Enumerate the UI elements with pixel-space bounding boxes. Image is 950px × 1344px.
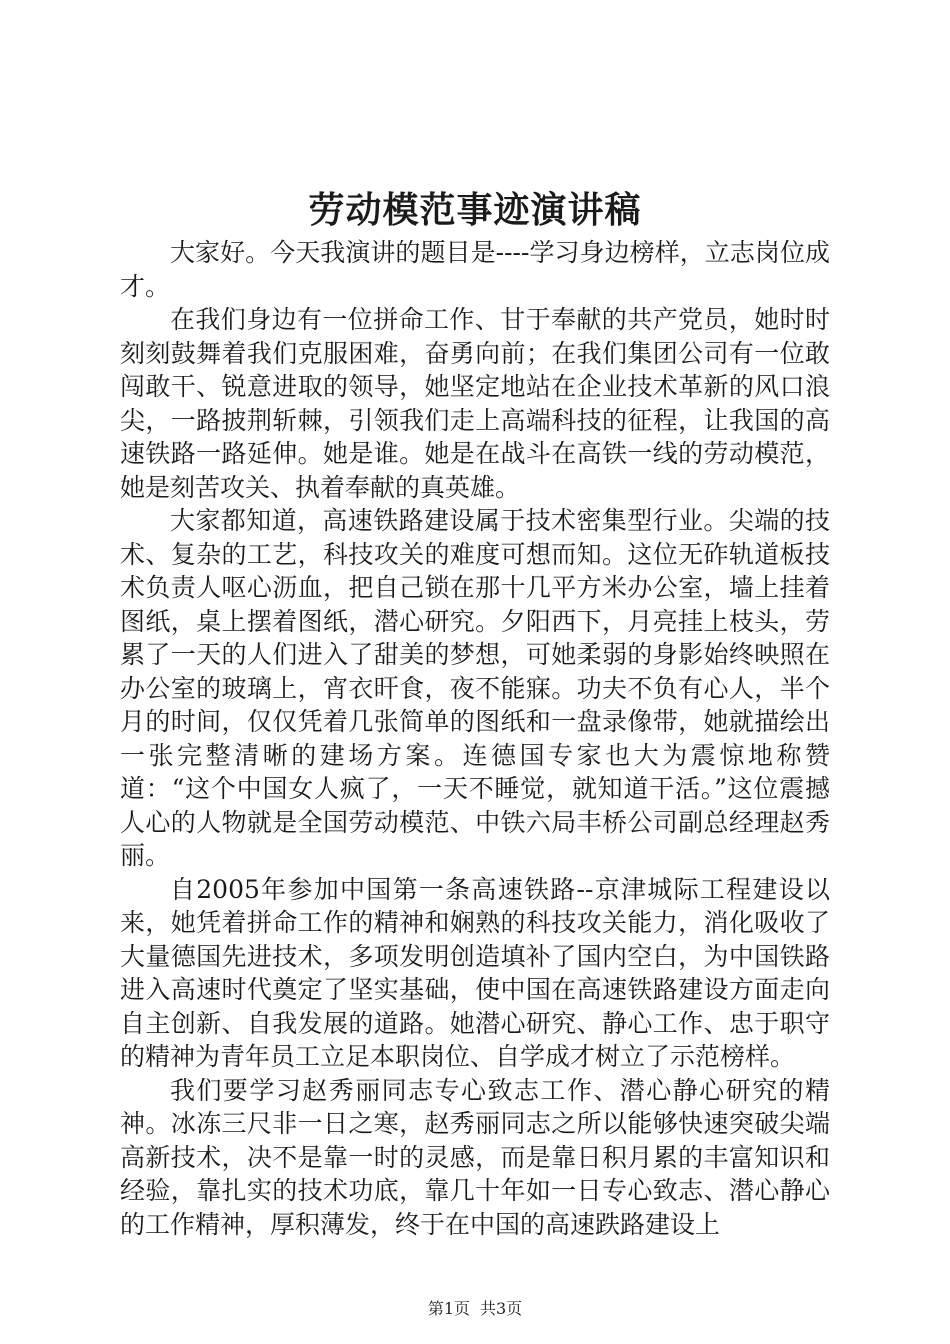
paragraph: 自2005年参加中国第一条高速铁路--京津城际工程建设以来，她凭着拼命工作的精神和娴熟的科技攻关能力，消化吸收了大量德国先进技术，多项发明创造填补了国内空白，为中国铁路进入高速时代奠定了坚实基础，使中国在高速铁路建设方面走向自主创新、自我发展的道路。她潜心研究、静心工作、忠于职守的精神为青年员工立足本职岗位、自学成才树立了示范榜样。: [120, 874, 830, 1071]
page-number: 第1页: [427, 1299, 470, 1318]
paragraph: 大家都知道，高速铁路建设属于技术密集型行业。尖端的技术、复杂的工艺，科技攻关的难度可想而知。这位无砟轨道板技术负责人呕心沥血，把自己锁在那十几平方米办公室，墙上挂着图纸，桌上摆着图纸，潜心研究。夕阳西下，月亮挂上枝头，劳累了一天的人们进入了甜美的梦想，可她柔弱的身影始终映照在办公室的玻璃上，宵衣旰食，夜不能寐。功夫不负有心人，半个月的时间，仅仅凭着几张简单的图纸和一盘录像带，她就描绘出一张完整清晰的建场方案。连德国专家也大为震惊地称赞道：“这个中国女人疯了，一天不睡觉，就知道干活。”这位震撼人心的人物就是全国劳动模范、中铁六局丰桥公司副总经理赵秀丽。: [120, 506, 830, 870]
document-body: [120, 236, 830, 1241]
document-title: 劳动模范事迹演讲稿: [308, 189, 642, 231]
paragraph: 大家好。今天我演讲的题目是----学习身边榜样，立志岗位成才。: [120, 238, 830, 301]
page-footer: [0, 1298, 950, 1320]
paragraph: 我们要学习赵秀丽同志专心致志工作、潜心静心研究的精神。冰冻三尺非一日之寒，赵秀丽同志之所以能够快速突破尖端高新技术，决不是靠一时的灵感，而是靠日积月累的丰富知识和经验，靠扎实的技术功底，靠几十年如一日专心致志、潜心静心的工作精神，厚积薄发，终于在中国的高速跌路建设上: [120, 1075, 830, 1239]
paragraph: 在我们身边有一位拼命工作、甘于奉献的共产党员，她时时刻刻鼓舞着我们克服困难，奋勇向前；在我们集团公司有一位敢闯敢干、锐意进取的领导，她坚定地站在企业技术革新的风口浪尖，一路披荆斩棘，引领我们走上高端科技的征程，让我国的高速铁路一路延伸。她是谁。她是在战斗在高铁一线的劳动模范，她是刻苦攻关、执着奉献的真英雄。: [120, 305, 830, 502]
page-total: 共3页: [480, 1299, 523, 1318]
